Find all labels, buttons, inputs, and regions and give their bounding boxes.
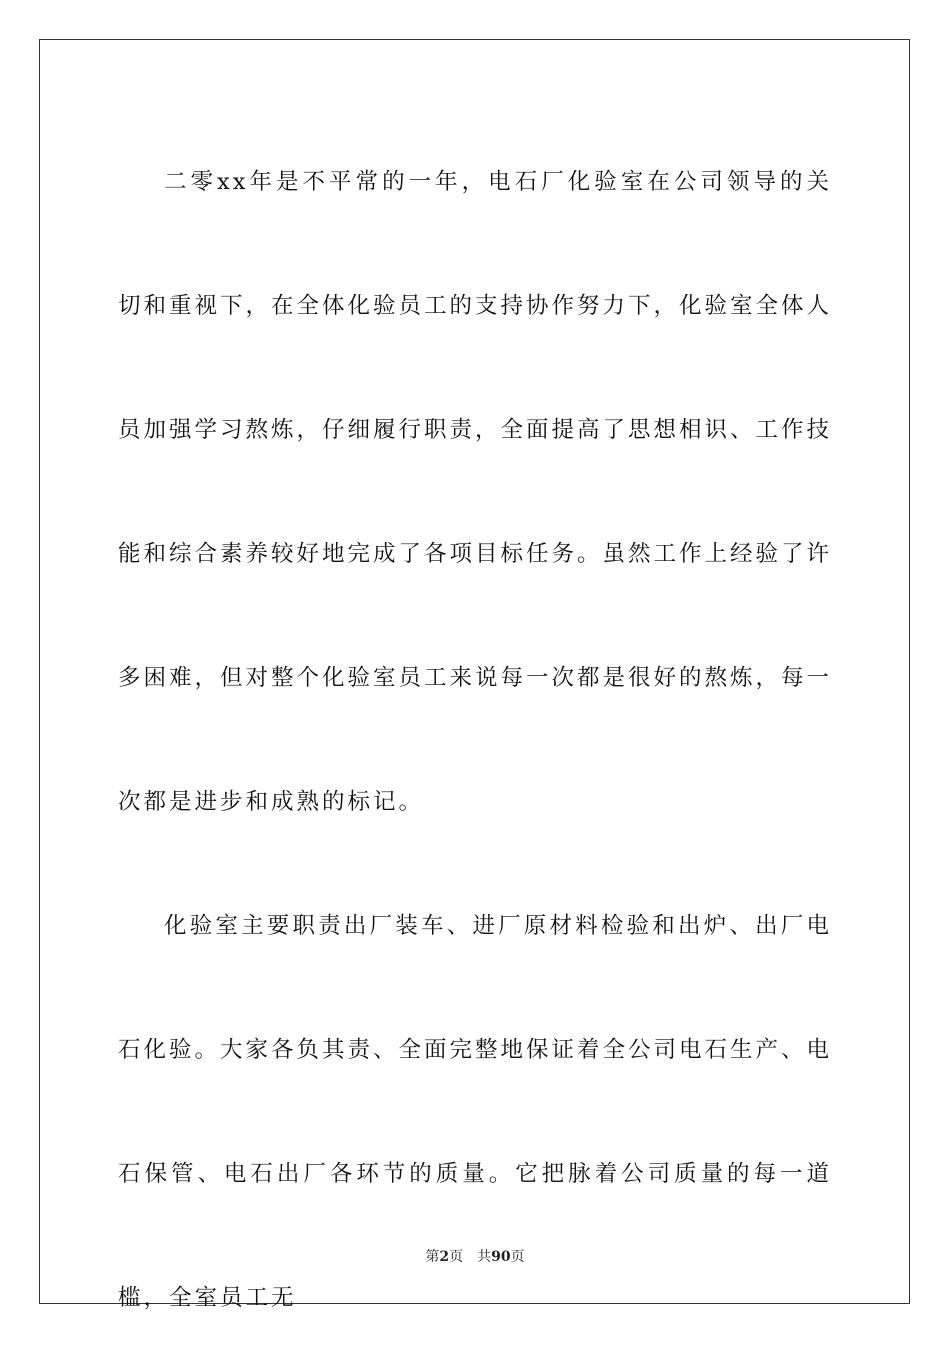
footer-page-prefix: 第	[425, 1249, 440, 1265]
paragraph-1: 二零xx年是不平常的一年，电石厂化验室在公司领导的关切和重视下，在全体化验员工的支持协作努力下，化验室全体人员加强学习熬炼，仔细履行职责，全面提高了思想相识、工作技能和综合素养较好地完成了各项目标任务。虽然工作上经验了许多困难，但对整个化验室员工来说每一次都是很好的熬炼，每一次都是进步和成熟的标记。	[118, 169, 833, 815]
footer-page-number: 2	[439, 1249, 450, 1265]
footer-total-prefix: 共	[477, 1249, 492, 1265]
footer-total-suffix: 页	[510, 1249, 525, 1265]
footer-page-suffix: 页	[449, 1249, 464, 1265]
footer-total-pages: 90	[491, 1249, 511, 1265]
document-body	[118, 120, 832, 1360]
page-footer	[0, 1246, 950, 1266]
paragraph-2: 化验室主要职责出厂装车、进厂原材料检验和出炉、出厂电石化验。大家各负其责、全面完整地保证着全公司电石生产、电石保管、电石出厂各环节的质量。它把脉着公司质量的每一道槛，全室员工无	[118, 913, 833, 1311]
